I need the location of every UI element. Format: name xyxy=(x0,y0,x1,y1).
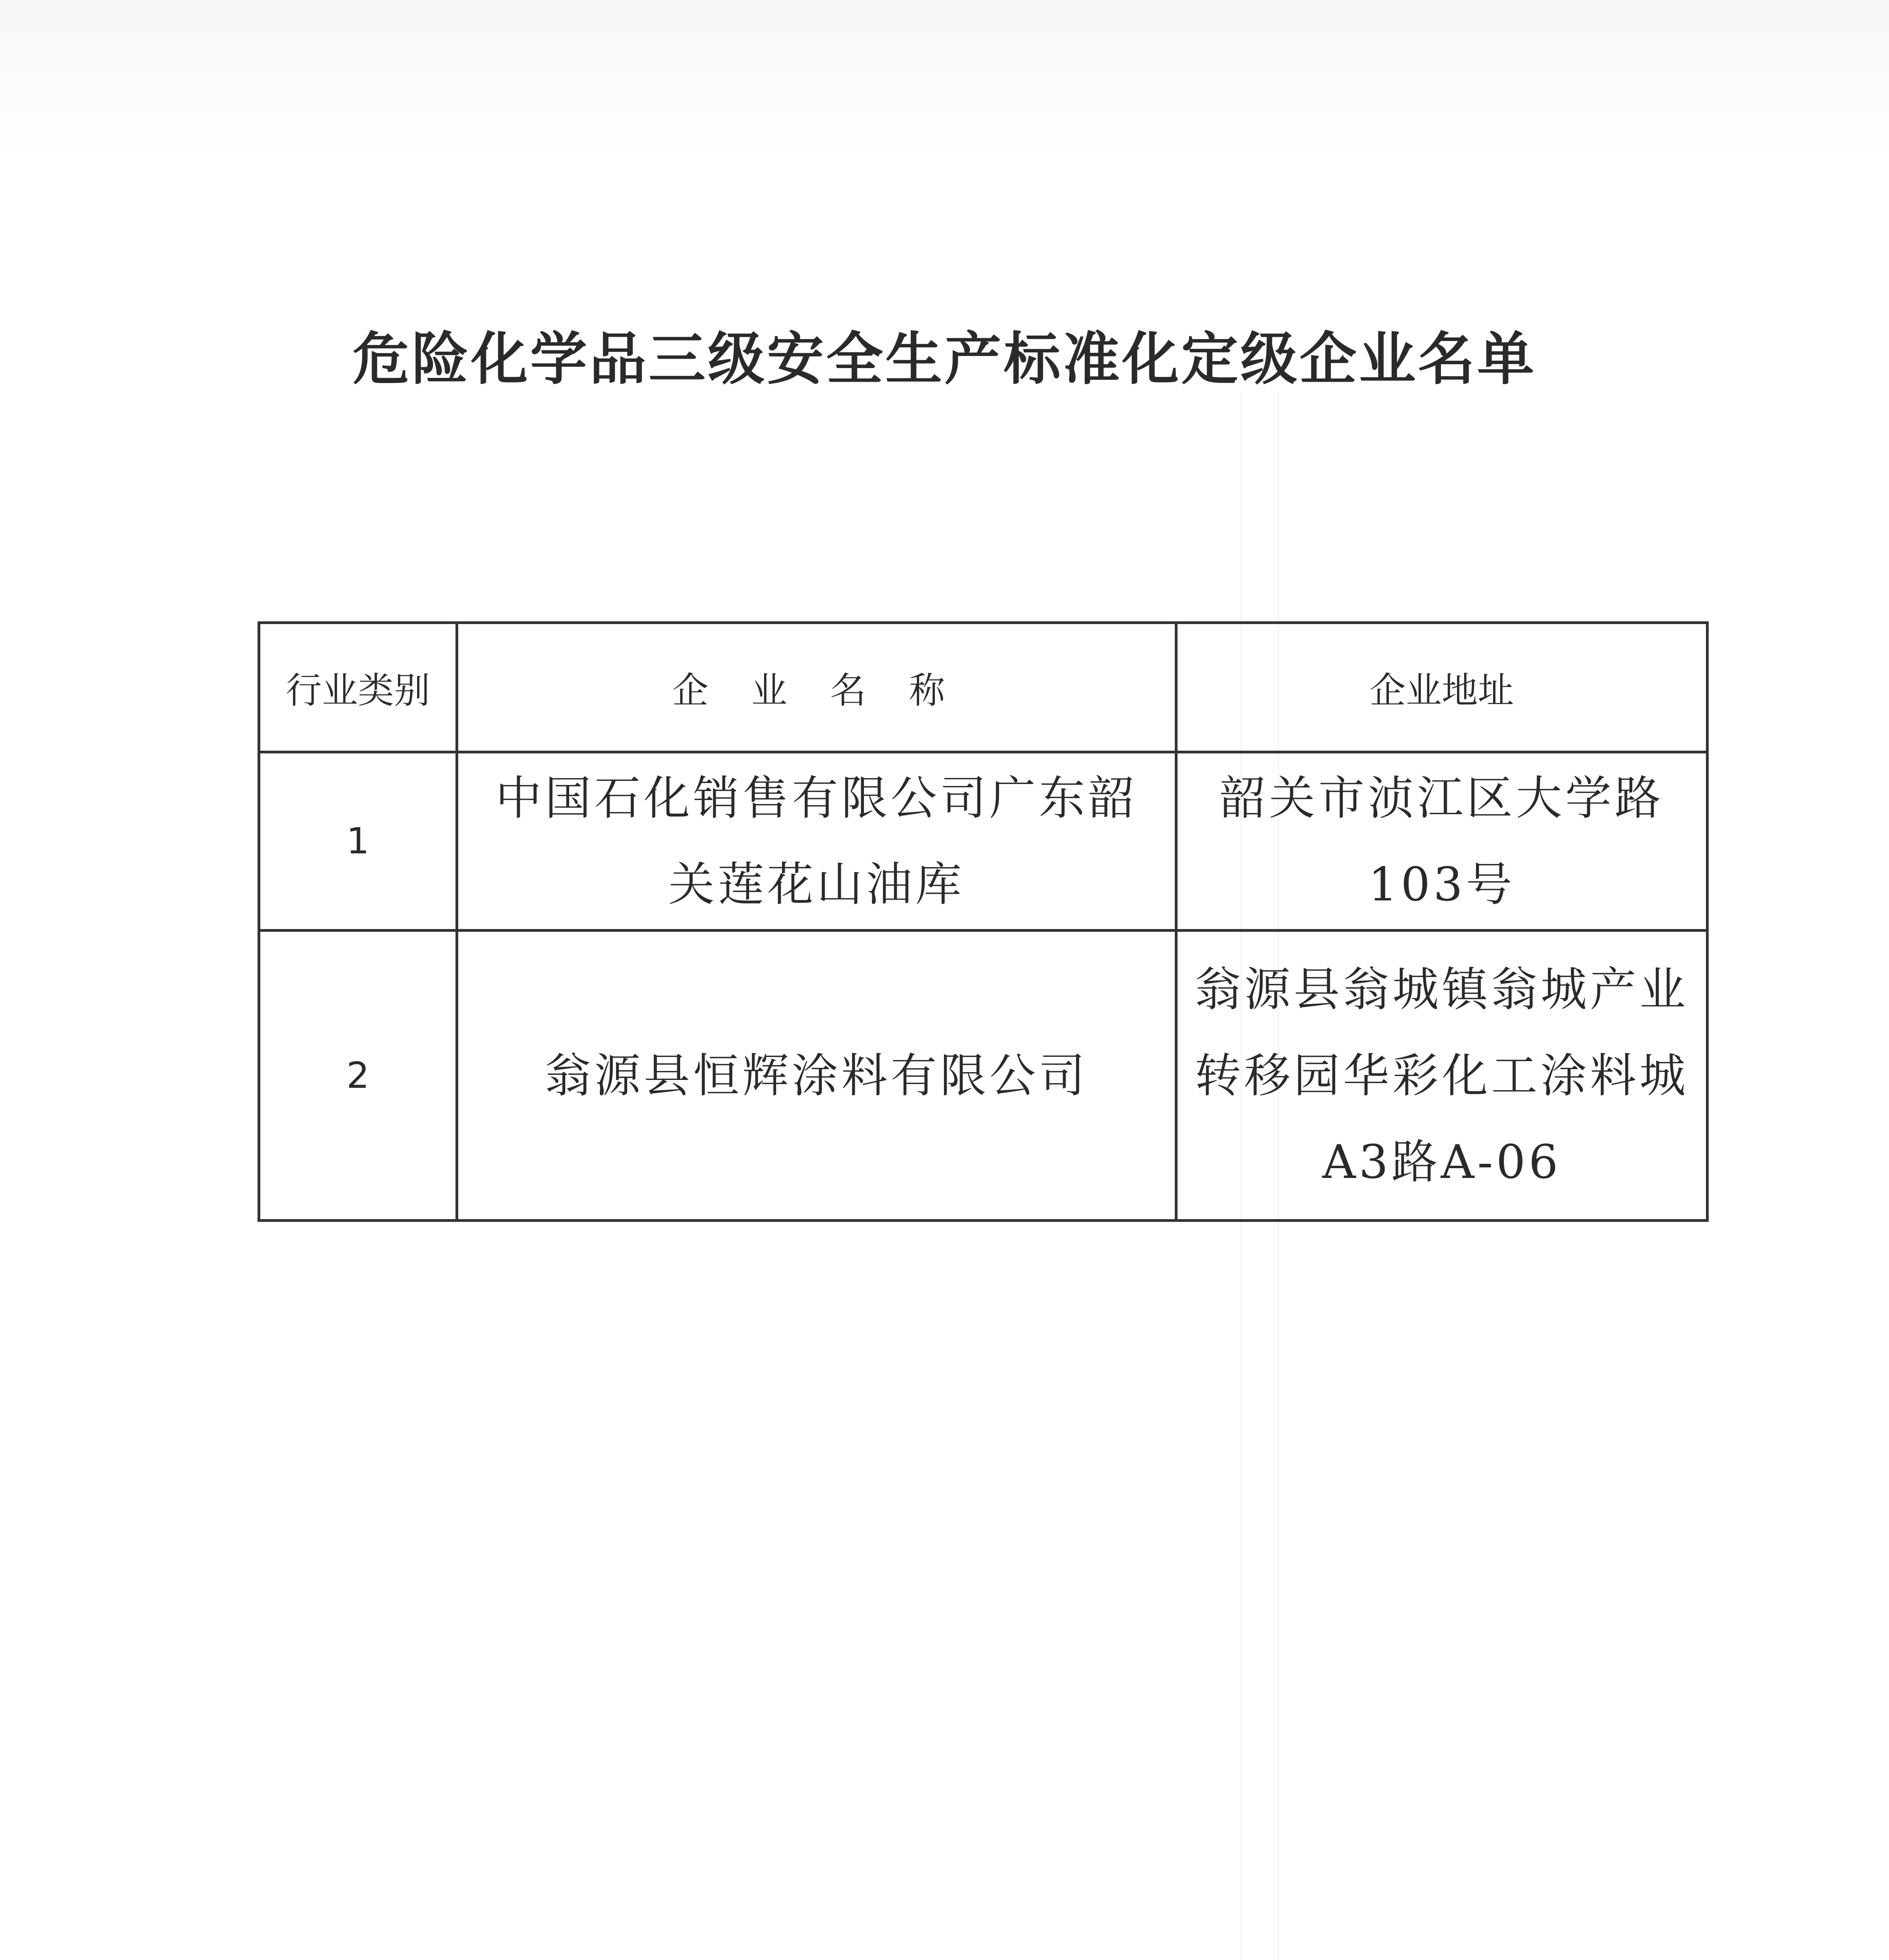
row-enterprise-address: 韶关市浈江区大学路103号 xyxy=(1176,752,1708,931)
header-category: 行业类别 xyxy=(259,623,457,752)
document-title: 危险化学品三级安全生产标准化定级企业名单 xyxy=(352,326,1537,392)
table-header-row xyxy=(259,623,1708,752)
row-enterprise-name: 中国石化销售有限公司广东韶关莲花山油库 xyxy=(457,752,1176,931)
header-enterprise-address: 企业地址 xyxy=(1176,623,1708,752)
row-category: 2 xyxy=(259,931,457,1221)
header-enterprise-name: 企 业 名 称 xyxy=(457,623,1176,752)
row-enterprise-address: 翁源县翁城镇翁城产业转移园华彩化工涂料城A3路A-06 xyxy=(1176,931,1708,1221)
row-category: 1 xyxy=(259,752,457,931)
row-enterprise-name: 翁源县恒辉涂料有限公司 xyxy=(457,931,1176,1221)
table-row xyxy=(259,931,1708,1221)
table-row xyxy=(259,752,1708,931)
enterprise-list-table xyxy=(258,621,1709,1222)
